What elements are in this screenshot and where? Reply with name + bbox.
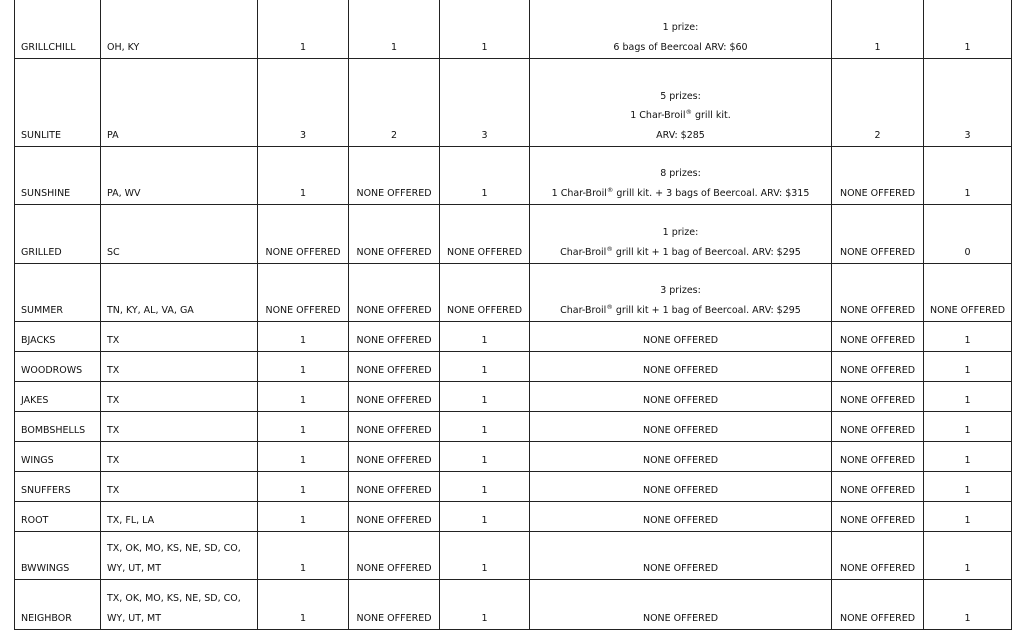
prize-table [14, 0, 1012, 630]
prize-cell [530, 472, 832, 502]
states-cell [101, 580, 258, 630]
prize-cell [530, 147, 832, 205]
value-cell: 1 [440, 0, 530, 59]
states-cell [101, 412, 258, 442]
value-cell: 1 [832, 0, 924, 59]
code-cell: SUMMER [15, 264, 101, 322]
value-cell: NONE OFFERED [440, 205, 530, 264]
states-cell [101, 147, 258, 205]
value-cell: 1 [924, 502, 1012, 532]
table-body [15, 0, 1012, 630]
registered-mark: ® [606, 185, 614, 194]
prize-text: 1 Char-Broil [630, 110, 686, 121]
value-cell: 1 [924, 322, 1012, 352]
states-line: SC [107, 246, 120, 258]
value-cell: 3 [258, 59, 349, 147]
states-line: TN, KY, AL, VA, GA [107, 304, 194, 316]
prize-text: 1 Char-Broil [551, 187, 607, 199]
prize-line [532, 331, 829, 351]
prize-text: NONE OFFERED [642, 612, 719, 624]
value-cell: NONE OFFERED [349, 412, 440, 442]
value-cell: NONE OFFERED [832, 147, 924, 205]
value-cell: NONE OFFERED [832, 502, 924, 532]
states-line: TX [107, 334, 120, 346]
states-line: TX [107, 484, 120, 496]
prize-text: grill kit. + 3 bags of Beercoal. ARV: $315 [613, 187, 810, 199]
prize-cell [530, 412, 832, 442]
value-cell: 1 [258, 352, 349, 382]
table-row [15, 442, 1012, 472]
code-cell: NEIGHBOR [15, 580, 101, 630]
prize-line [532, 511, 829, 531]
code-cell: JAKES [15, 382, 101, 412]
states-cell [101, 322, 258, 352]
prize-line [532, 421, 829, 441]
prize-cell [530, 59, 832, 147]
value-cell: NONE OFFERED [832, 382, 924, 412]
value-cell: 1 [440, 412, 530, 442]
value-cell: NONE OFFERED [349, 205, 440, 264]
prize-cell [530, 264, 832, 322]
value-cell: 1 [258, 412, 349, 442]
value-cell: 1 [258, 147, 349, 205]
prize-text: NONE OFFERED [642, 424, 719, 436]
states-cell [101, 442, 258, 472]
prize-line [532, 609, 829, 629]
registered-mark: ® [685, 108, 692, 116]
value-cell: 1 [258, 322, 349, 352]
table-row [15, 502, 1012, 532]
prize-text: grill kit + 1 bag of Beercoal. ARV: $295 [612, 246, 801, 258]
value-cell: 1 [440, 382, 530, 412]
value-cell: NONE OFFERED [349, 322, 440, 352]
prize-text: 1 prize: [662, 22, 699, 33]
states-line: WY, UT, MT [107, 562, 162, 574]
value-cell: NONE OFFERED [349, 472, 440, 502]
states-cell [101, 59, 258, 147]
prize-cell [530, 532, 832, 580]
value-cell: 1 [924, 472, 1012, 502]
prize-text: NONE OFFERED [642, 454, 719, 466]
table-row [15, 205, 1012, 264]
code-cell: SUNSHINE [15, 147, 101, 205]
prize-cell [530, 352, 832, 382]
prize-line [532, 559, 829, 579]
states-line: PA, WV [107, 187, 141, 199]
prize-text: ARV: $285 [656, 129, 705, 141]
value-cell: 1 [258, 580, 349, 630]
value-cell: NONE OFFERED [258, 205, 349, 264]
code-cell: WINGS [15, 442, 101, 472]
value-cell: NONE OFFERED [440, 264, 530, 322]
table-row [15, 264, 1012, 322]
prize-line [532, 87, 829, 107]
prize-text: 1 prize: [662, 227, 699, 238]
prize-line [532, 223, 829, 243]
value-cell: 1 [440, 147, 530, 205]
states-line: TX [107, 424, 120, 436]
prize-text: 8 prizes: [660, 168, 701, 179]
prize-line [532, 391, 829, 411]
states-line: TX [107, 364, 120, 376]
prize-text: grill kit + 1 bag of Beercoal. ARV: $295 [612, 304, 801, 316]
value-cell: 1 [924, 382, 1012, 412]
value-cell: NONE OFFERED [258, 264, 349, 322]
prize-text: NONE OFFERED [642, 514, 719, 526]
value-cell: NONE OFFERED [832, 205, 924, 264]
prize-line [532, 106, 829, 126]
table-row [15, 412, 1012, 442]
value-cell: 2 [832, 59, 924, 147]
value-cell: NONE OFFERED [349, 580, 440, 630]
code-cell: ROOT [15, 502, 101, 532]
registered-mark: ® [606, 302, 613, 311]
table-row [15, 580, 1012, 630]
table-row [15, 0, 1012, 59]
code-cell: SNUFFERS [15, 472, 101, 502]
table-row [15, 59, 1012, 147]
prize-text: Char-Broil [560, 246, 607, 258]
value-cell: 1 [440, 502, 530, 532]
prize-text: Char-Broil [560, 304, 607, 316]
prize-text: 5 prizes: [660, 90, 701, 102]
states-line: TX [107, 454, 120, 466]
prize-cell [530, 580, 832, 630]
value-cell: 1 [258, 472, 349, 502]
value-cell: 1 [924, 442, 1012, 472]
states-line: TX, OK, MO, KS, NE, SD, CO, [107, 593, 241, 604]
table-row [15, 472, 1012, 502]
value-cell: NONE OFFERED [832, 412, 924, 442]
value-cell: 1 [258, 442, 349, 472]
states-cell [101, 264, 258, 322]
prize-line [532, 361, 829, 381]
prize-cell [530, 322, 832, 352]
value-cell: 1 [258, 502, 349, 532]
value-cell: NONE OFFERED [349, 442, 440, 472]
table-row [15, 382, 1012, 412]
states-cell [101, 502, 258, 532]
states-cell [101, 205, 258, 264]
prize-text: grill kit. [691, 110, 731, 121]
prize-line [532, 281, 829, 301]
value-cell: NONE OFFERED [349, 264, 440, 322]
value-cell: 3 [924, 59, 1012, 147]
value-cell: NONE OFFERED [832, 472, 924, 502]
states-line: TX, OK, MO, KS, NE, SD, CO, [107, 543, 241, 554]
prize-text: 6 bags of Beercoal ARV: $60 [613, 41, 748, 53]
table-row [15, 322, 1012, 352]
states-line: TX [107, 394, 120, 406]
value-cell: 1 [924, 352, 1012, 382]
value-cell: 1 [349, 0, 440, 59]
states-line: TX, FL, LA [107, 514, 155, 526]
value-cell: NONE OFFERED [832, 532, 924, 580]
code-cell: WOODROWS [15, 352, 101, 382]
prize-cell [530, 442, 832, 472]
states-line: PA [107, 129, 119, 141]
value-cell: NONE OFFERED [349, 502, 440, 532]
value-cell: 3 [440, 59, 530, 147]
prize-cell [530, 382, 832, 412]
code-cell: BJACKS [15, 322, 101, 352]
code-cell: BOMBSHELLS [15, 412, 101, 442]
registered-mark: ® [606, 244, 613, 253]
value-cell: 1 [924, 147, 1012, 205]
prize-line [532, 184, 829, 204]
value-cell: 1 [440, 472, 530, 502]
value-cell: 0 [924, 205, 1012, 264]
value-cell: NONE OFFERED [832, 442, 924, 472]
prize-text: NONE OFFERED [642, 394, 719, 406]
value-cell: 1 [924, 0, 1012, 59]
prize-line [532, 164, 829, 184]
states-cell [101, 472, 258, 502]
states-cell [101, 532, 258, 580]
value-cell: NONE OFFERED [924, 264, 1012, 322]
prize-line [532, 243, 829, 263]
value-cell: NONE OFFERED [349, 532, 440, 580]
value-cell: 1 [924, 580, 1012, 630]
value-cell: NONE OFFERED [349, 382, 440, 412]
value-cell: 1 [440, 322, 530, 352]
value-cell: 1 [440, 580, 530, 630]
code-cell: SUNLITE [15, 59, 101, 147]
value-cell: 1 [258, 382, 349, 412]
states-cell [101, 382, 258, 412]
value-cell: NONE OFFERED [832, 264, 924, 322]
prize-line [532, 451, 829, 471]
code-cell: GRILLED [15, 205, 101, 264]
states-line: WY, UT, MT [107, 612, 162, 624]
table-row [15, 352, 1012, 382]
prize-line [532, 38, 829, 58]
table-row [15, 147, 1012, 205]
prize-text: NONE OFFERED [642, 562, 719, 574]
value-cell: NONE OFFERED [832, 580, 924, 630]
table-row [15, 532, 1012, 580]
code-cell: GRILLCHILL [15, 0, 101, 59]
value-cell: 1 [440, 442, 530, 472]
prize-line [532, 18, 829, 38]
value-cell: 1 [440, 532, 530, 580]
value-cell: NONE OFFERED [349, 147, 440, 205]
value-cell: NONE OFFERED [832, 352, 924, 382]
value-cell: 1 [924, 532, 1012, 580]
value-cell: 1 [258, 0, 349, 59]
value-cell: 1 [258, 532, 349, 580]
prize-line [532, 126, 829, 146]
states-cell [101, 0, 258, 59]
prize-text: NONE OFFERED [642, 334, 719, 346]
value-cell: 1 [440, 352, 530, 382]
prize-cell [530, 502, 832, 532]
prize-text: NONE OFFERED [642, 364, 719, 376]
states-line: OH, KY [107, 41, 140, 53]
prize-line [532, 481, 829, 501]
prize-cell [530, 0, 832, 59]
value-cell: 2 [349, 59, 440, 147]
value-cell: 1 [924, 412, 1012, 442]
value-cell: NONE OFFERED [349, 352, 440, 382]
states-cell [101, 352, 258, 382]
prize-line [532, 301, 829, 321]
prize-text: NONE OFFERED [642, 484, 719, 496]
prize-cell [530, 205, 832, 264]
prize-text: 3 prizes: [660, 285, 701, 296]
value-cell: NONE OFFERED [832, 322, 924, 352]
code-cell: BWWINGS [15, 532, 101, 580]
